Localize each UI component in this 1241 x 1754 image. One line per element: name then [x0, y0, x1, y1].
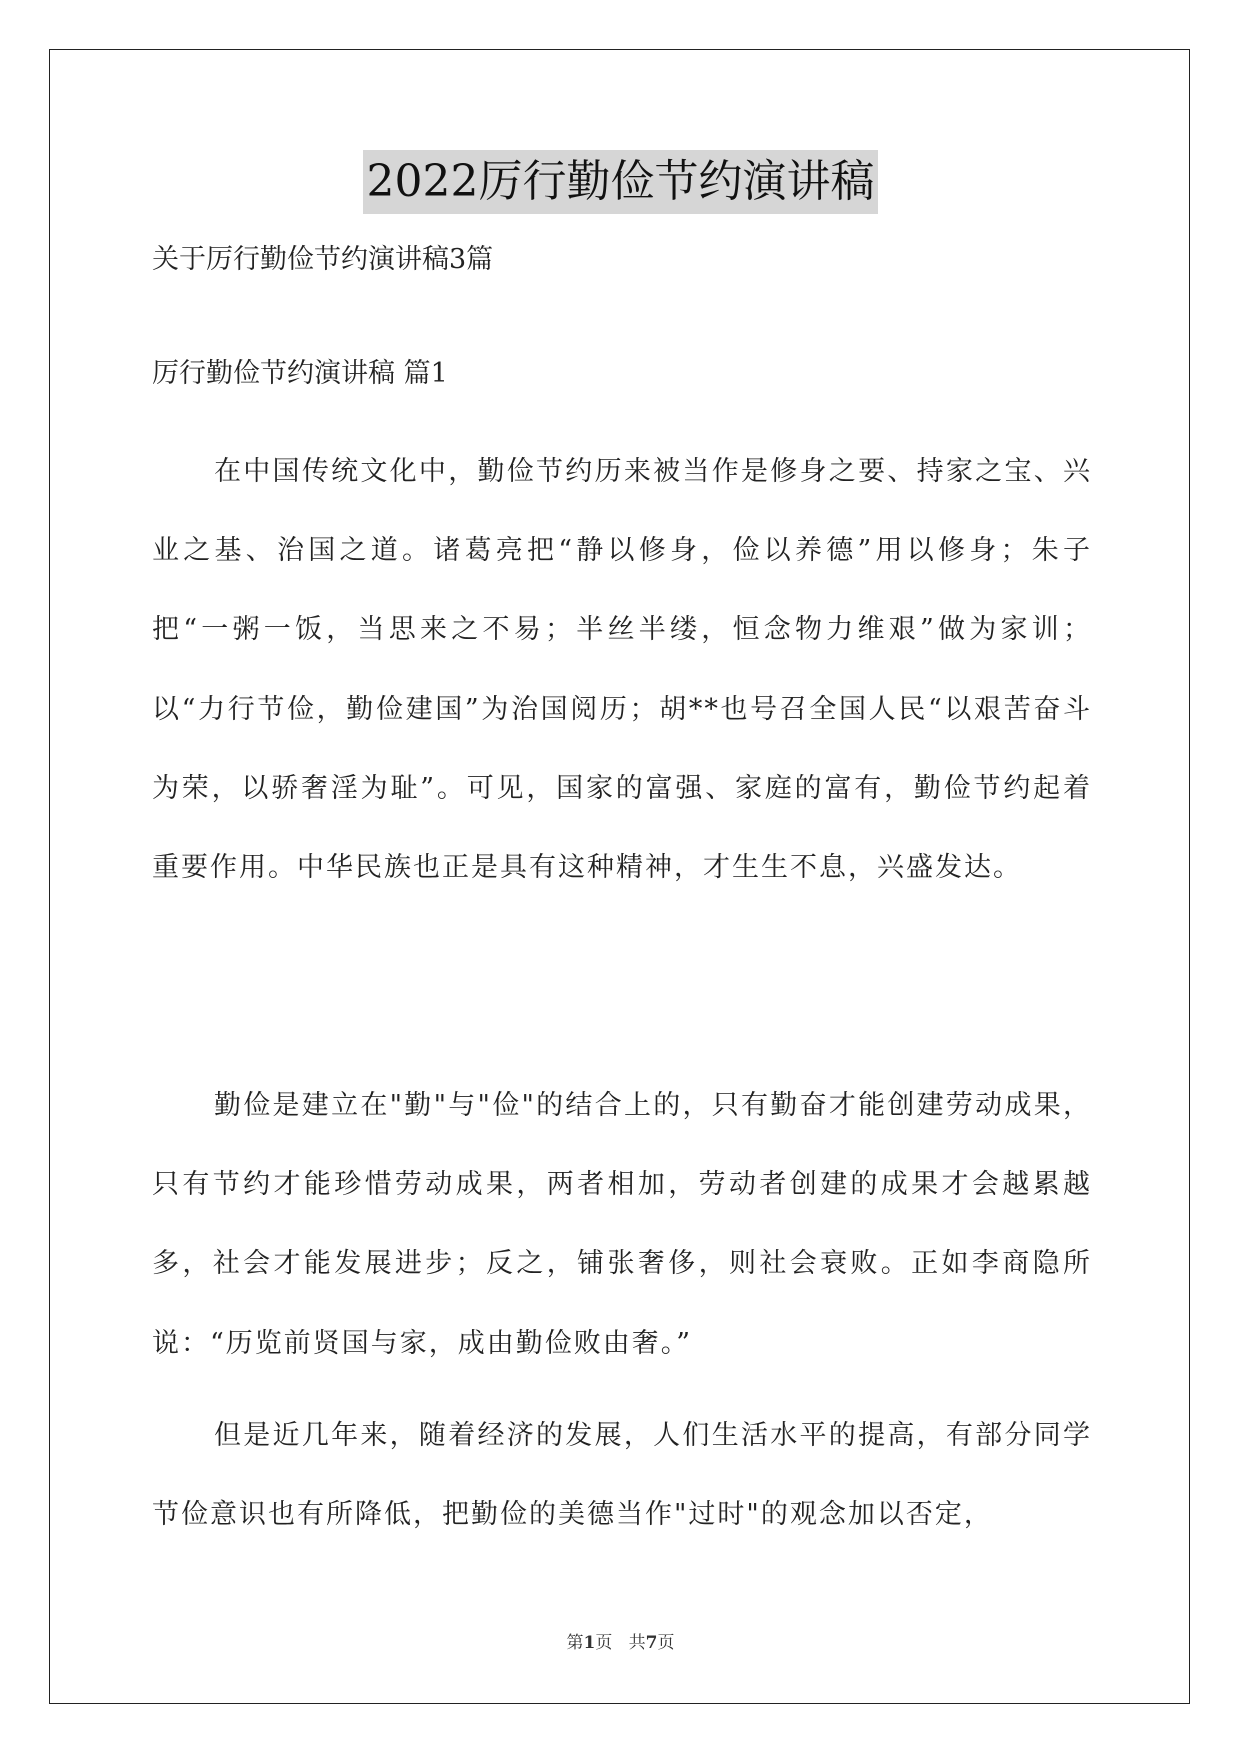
body-paragraph-1: 在中国传统文化中，勤俭节约历来被当作是修身之要、持家之宝、兴业之基、治国之道。诸葛亮把“静以修身，俭以养德”用以修身；朱子把“一粥一饭，当思来之不易；半丝半缕，恒念物力维艰”做为家训；以“力行节俭，勤俭建国”为治国阅历；胡**也号召全国人民“以艰苦奋斗为荣，以骄奢淫为耻”。可见，国家的富强、家庭的富有，勤俭节约起着重要作用。中华民族也正是具有这种精神，才生生不息，兴盛发达。	[152, 456, 1092, 884]
footer-page-number: 1	[583, 1633, 596, 1653]
document-subtitle: 关于厉行勤俭节约演讲稿3篇	[152, 244, 494, 275]
footer-suffix: 页	[657, 1633, 675, 1653]
footer-middle: 页 共	[595, 1633, 646, 1653]
body-paragraph-2: 勤俭是建立在"勤"与"俭"的结合上的，只有勤奋才能创建劳动成果，只有节约才能珍惜劳动成果，两者相加，劳动者创建的成果才会越累越多，社会才能发展进步；反之，铺张奢侈，则社会衰败。正如李商隐所说：“历览前贤国与家，成由勤俭败由奢。”	[152, 1090, 1092, 1359]
body-paragraph-3: 但是近几年来，随着经济的发展，人们生活水平的提高，有部分同学节俭意识也有所降低，把勤俭的美德当作"过时"的观念加以否定，	[152, 1420, 1092, 1531]
section-heading: 厉行勤俭节约演讲稿 篇1	[152, 358, 448, 389]
footer-total-pages: 7	[645, 1633, 658, 1653]
title-container	[0, 150, 1241, 214]
page-footer	[0, 1628, 1241, 1653]
document-title: 2022厉行勤俭节约演讲稿	[363, 150, 879, 214]
footer-prefix: 第	[566, 1633, 584, 1653]
